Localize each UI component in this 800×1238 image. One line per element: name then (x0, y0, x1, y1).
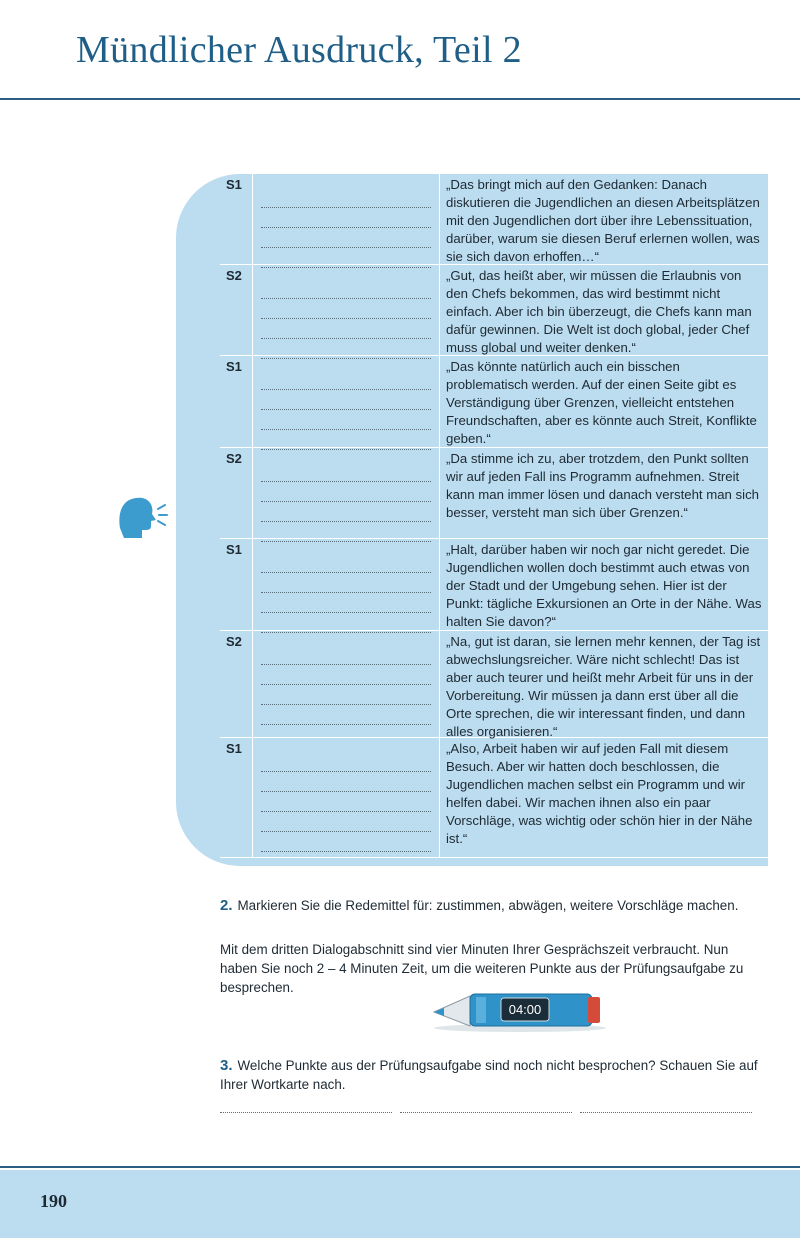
dotted-line (261, 390, 431, 410)
dialogue-quote: „Also, Arbeit haben wir auf jeden Fall mit diesem Besuch. Aber wir hatten doch beschlossen, die Jugendlichen machen selbst ein Programm und wir helfen dabei. Wir machen ihnen also ein paar Vorschläge, was wichtig oder schön hier in der Nähe ist.“ (446, 741, 753, 846)
timer-display: 04:00 (508, 1002, 542, 1017)
dotted-line (261, 319, 431, 339)
dialogue-quote: „Das bringt mich auf den Gedanken: Danach diskutieren die Jugendlichen an diesen Arbeitsplätzen mit den Jugendlichen dort über ihre Lebenssituation, darüber, warum sie diesen Beruf erlernen wollen, was sie sich davon erhoffen…“ (446, 177, 760, 264)
task-3-text: Welche Punkte aus der Prüfungsaufgabe sind noch nicht besprochen? Schauen Sie auf Ihrer Wortkarte nach. (220, 1058, 758, 1092)
task-3 (220, 1056, 765, 1094)
page-title: Mündlicher Ausdruck, Teil 2 (76, 29, 522, 71)
dotted-line (261, 430, 431, 450)
info-text: Mit dem dritten Dialogabschnitt sind vier Minuten Ihrer Gesprächszeit verbraucht. Nun haben Sie noch 2 – 4 Minuten Zeit, um die weiteren Punkte aus der Prüfungsaufgabe zu besprechen. (220, 942, 744, 995)
dotted-line (261, 228, 431, 248)
dotted-line (261, 482, 431, 502)
title-divider (0, 98, 800, 100)
speaker-label: S1 (226, 359, 242, 374)
dotted-line (261, 553, 431, 573)
dotted-line (261, 645, 431, 665)
write-in-area[interactable] (252, 631, 440, 737)
speaker-label: S1 (226, 177, 242, 192)
dialogue-row (220, 356, 768, 448)
dotted-line (261, 573, 431, 593)
page-number: 190 (40, 1191, 67, 1211)
dialogue-quote: „Gut, das heißt aber, wir müssen die Erlaubnis von den Chefs bekommen, das wird bestimmt nicht einfach. Aber ich bin überzeugt, die Chefs kann man dafür gewinnen. Die Welt ist doch global, jeder Chef muss global und weiter denken.“ (446, 268, 752, 355)
task-3-number: 3. (220, 1057, 233, 1074)
dotted-line (261, 792, 431, 812)
dialogue-row (220, 265, 768, 356)
dialogue-row (220, 631, 768, 738)
speaker-label: S2 (226, 634, 242, 649)
dialogue-row (220, 539, 768, 631)
task-2-number: 2. (220, 897, 233, 914)
dialogue-table (220, 174, 768, 858)
dotted-line (261, 685, 431, 705)
answer-line[interactable] (220, 1112, 392, 1113)
dotted-line (261, 370, 431, 390)
write-in-area[interactable] (252, 265, 440, 355)
dialogue-row (220, 448, 768, 539)
dialogue-row (220, 174, 768, 265)
footer-divider (0, 1166, 800, 1168)
dotted-line (261, 613, 431, 633)
dotted-line (261, 410, 431, 430)
footer-band (0, 1170, 800, 1238)
task-2-text: Markieren Sie die Redemittel für: zustimmen, abwägen, weitere Vorschläge machen. (237, 898, 739, 913)
speaker-label: S1 (226, 542, 242, 557)
dotted-line (261, 772, 431, 792)
write-in-area[interactable] (252, 738, 440, 857)
dotted-line (261, 208, 431, 228)
dialogue-row (220, 738, 768, 858)
speaker-label: S1 (226, 741, 242, 756)
speaker-label: S2 (226, 268, 242, 283)
dialogue-quote: „Das könnte natürlich auch ein bisschen problematisch werden. Auf der einen Seite gibt es Verständigung über Grenzen, vielleicht entstehen Freundschaften, aber es könnte auch Streit, Konflikte geben.“ (446, 359, 757, 446)
dotted-line (261, 593, 431, 613)
dotted-line (261, 188, 431, 208)
dialogue-quote: „Halt, darüber haben wir noch gar nicht geredet. Die Jugendlichen wollen doch bestimmt auch etwas von der Stadt und der Umgebung sehen. Hier ist der Punkt: tägliche Exkursionen an Orte in der Nähe. Was halten Sie davon?“ (446, 542, 762, 629)
dialogue-quote: „Na, gut ist daran, sie lernen mehr kennen, der Tag ist abwechslungsreicher. Wäre nicht schlecht! Das ist aber auch teurer und heißt mehr Arbeit für uns in der Vorbereitung. Wir müssen ja dann erst über all die Orte sprechen, die wir interessant finden, und dann alles organisieren.“ (446, 634, 761, 739)
answer-line[interactable] (580, 1112, 752, 1113)
dotted-line (261, 705, 431, 725)
write-in-area[interactable] (252, 356, 440, 447)
dotted-line (261, 665, 431, 685)
write-in-area[interactable] (252, 174, 440, 264)
dotted-line (261, 279, 431, 299)
write-in-area[interactable] (252, 448, 440, 538)
answer-line[interactable] (400, 1112, 572, 1113)
dotted-line (261, 299, 431, 319)
dotted-line (261, 832, 431, 852)
dotted-line (261, 812, 431, 832)
write-in-area[interactable] (252, 539, 440, 630)
dotted-line (261, 462, 431, 482)
dotted-line (261, 752, 431, 772)
speaking-head-icon (116, 490, 168, 547)
task-2 (220, 896, 750, 915)
stopwatch-pen-icon (430, 988, 612, 1039)
dotted-line (261, 502, 431, 522)
dialogue-quote: „Da stimme ich zu, aber trotzdem, den Punkt sollten wir auf jeden Fall ins Programm aufnehmen. Streit kann man immer lösen und danach versteht man sich besser, versteht man sich über Grenzen.“ (446, 451, 759, 520)
speaker-label: S2 (226, 451, 242, 466)
